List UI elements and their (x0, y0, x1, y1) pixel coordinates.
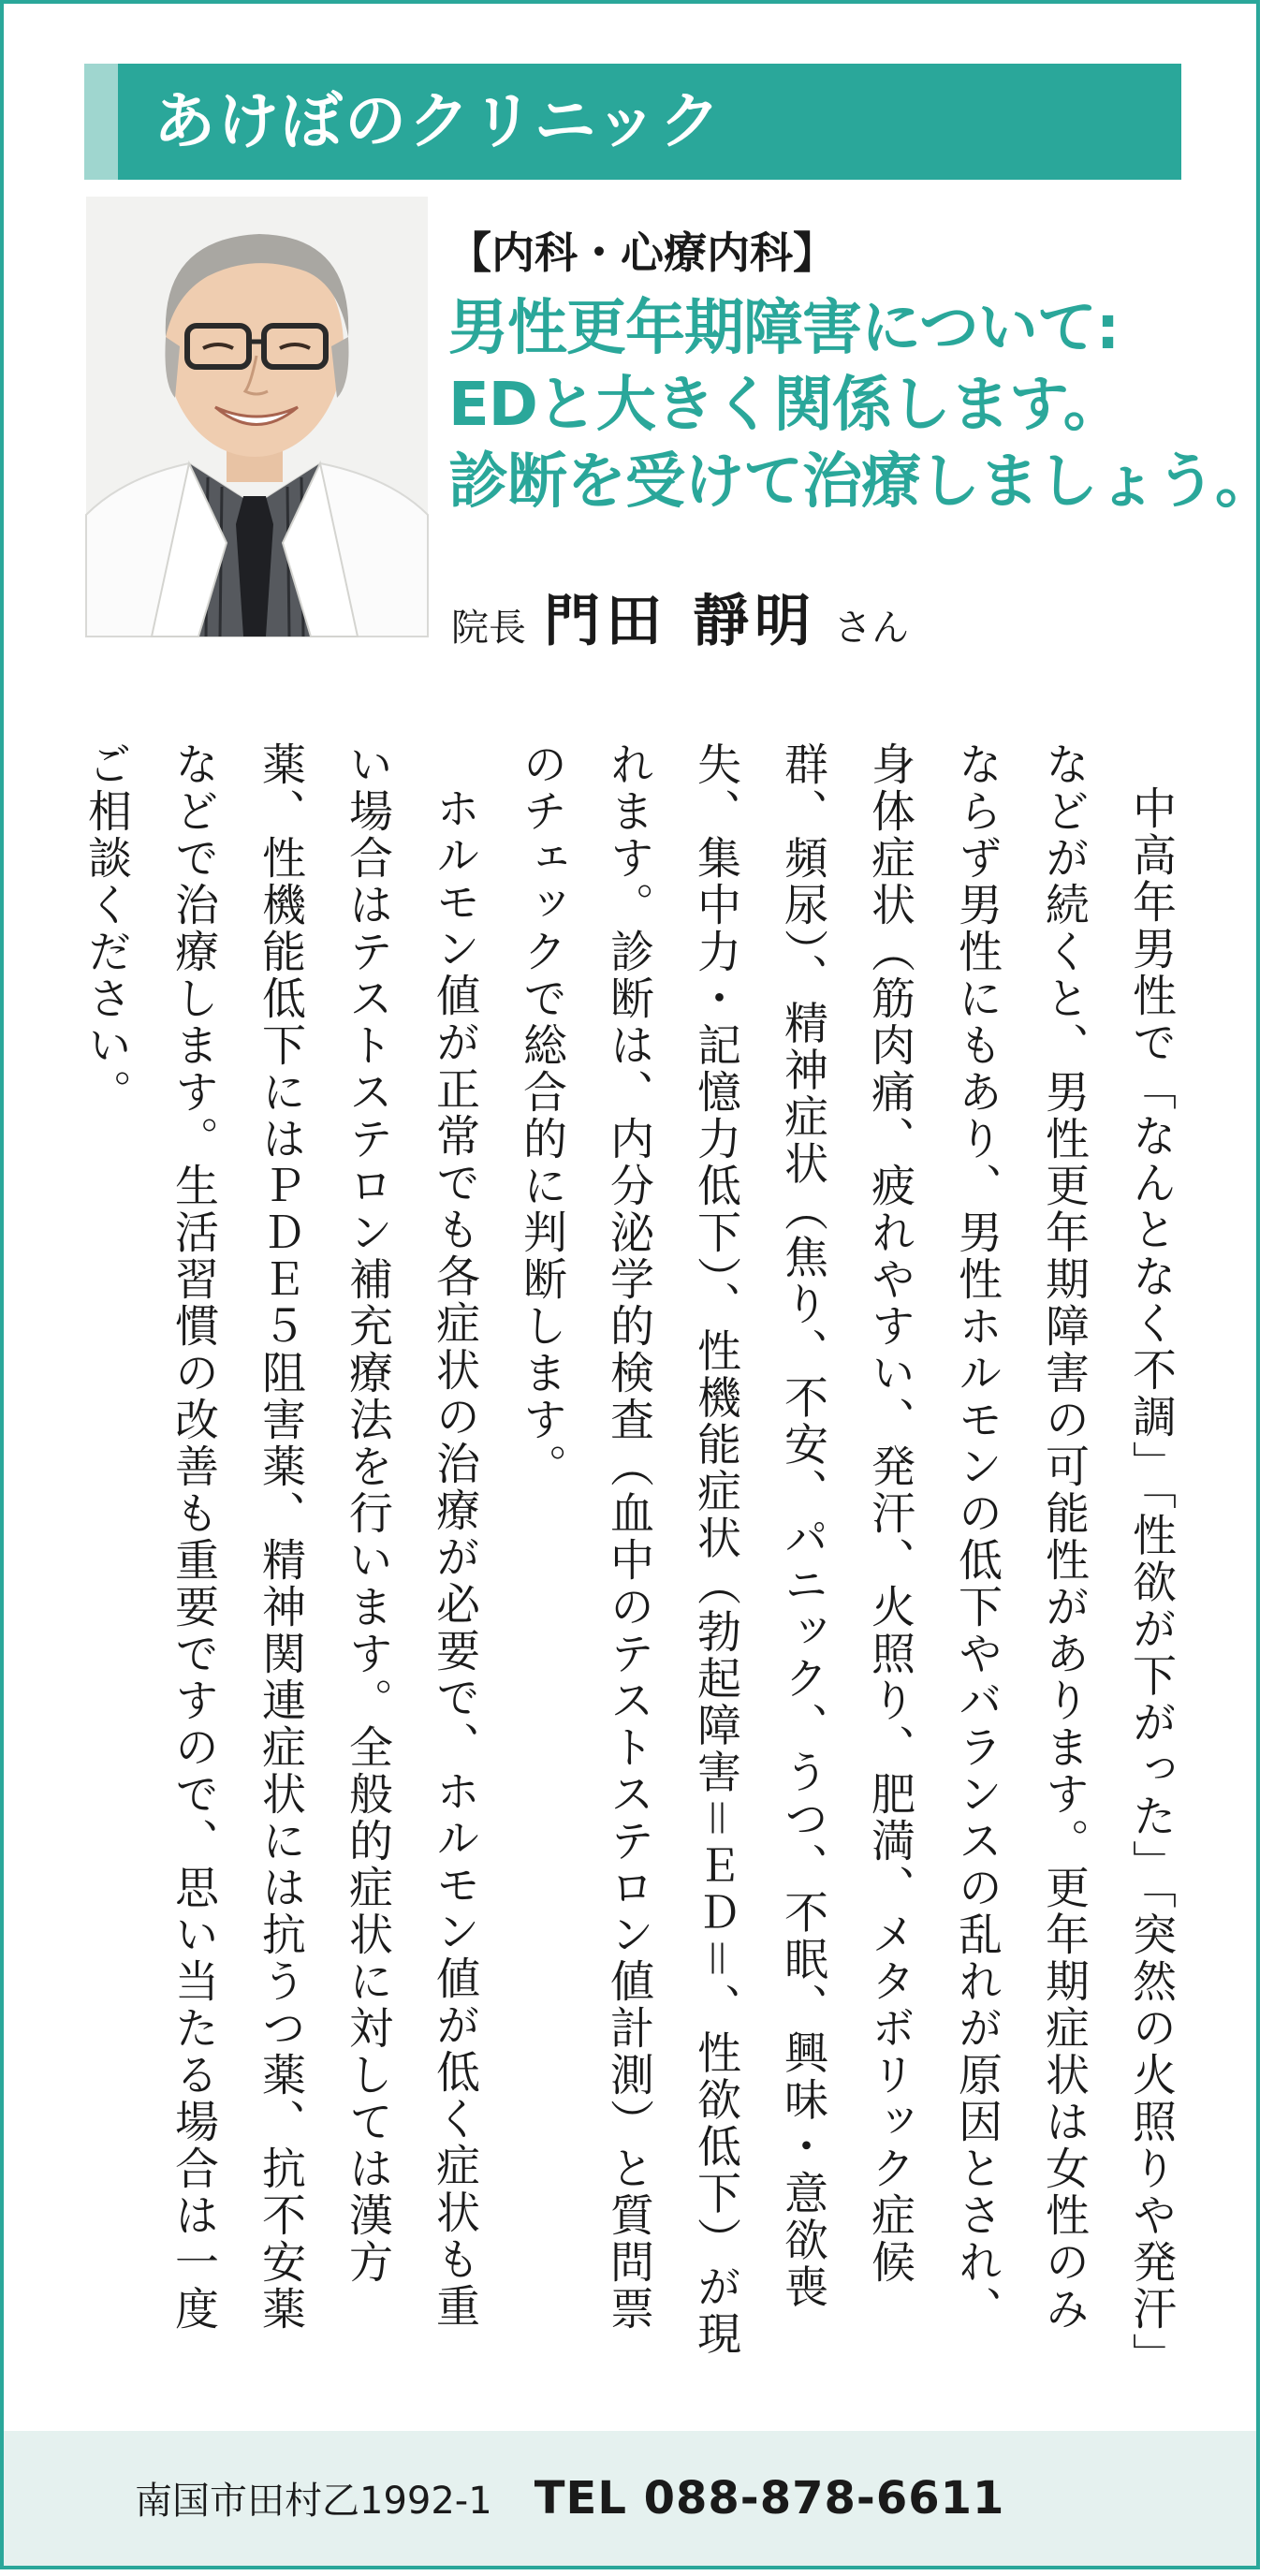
contact-info (135, 2431, 1004, 2566)
director-photo (86, 197, 428, 637)
header-accent-strip (84, 64, 118, 180)
headline-line: 診断を受けて治療しましょう。 (448, 447, 1274, 517)
contact-footer (4, 2431, 1256, 2566)
clinic-name: あけぼのクリニック (154, 85, 724, 157)
clinic-address: 南国市田村乙1992-1 (135, 2480, 492, 2523)
body-paragraph: ホルモン値が正常でも各症状の治療が必要で、ホルモン値が低く症状も重い場合はテストステロン補充療法を行います。全般的症状に対しては漢方薬、性機能低下にはＰＤＥ５阻害薬、精神関連症状には抗うつ薬、抗不安薬などで治療します。生活習慣の改善も重要ですので、思い当たる場合は一度ご相談ください。 (81, 741, 480, 2333)
headline-line: EDと大きく関係します。 (448, 371, 1122, 440)
director-byline (451, 577, 909, 657)
article-body (81, 741, 1194, 2370)
body-paragraph: 中高年男性で「なんとなく不調」「性欲が下がった」「突然の火照りや発汗」などが続くと、男性更年期障害の可能性があります。更年期症状は女性のみならず男性にもあり、男性ホルモンの低下やバランスの乱れが原因とされ、身体症状（筋肉痛、疲れやすい、発汗、火照り、肥満、メタボリック症候群、頻尿）、精神症状（焦り、不安、パニック、うつ、不眠、興味・意欲喪失、集中力・記憶力低下）、性機能症状（勃起障害＝ＥＤ＝、性欲低下）が現れます。診断は、内分泌学的検査（血中のテストステロン値計測）と質問票のチェックで総合的に判断します。 (516, 741, 1177, 2358)
clinic-header (84, 64, 1181, 180)
director-portrait-illustration (86, 197, 428, 637)
director-role: 院長 (451, 607, 526, 650)
clinic-phone: TEL 088-878-6611 (534, 2472, 1005, 2525)
article-headline (448, 290, 1274, 520)
director-name: 門田 靜明 (544, 589, 816, 654)
headline-line: 男性更年期障害について: (448, 294, 1120, 363)
director-honorific: さん (834, 607, 910, 650)
department-label: 【内科・心療内科】 (448, 227, 836, 278)
